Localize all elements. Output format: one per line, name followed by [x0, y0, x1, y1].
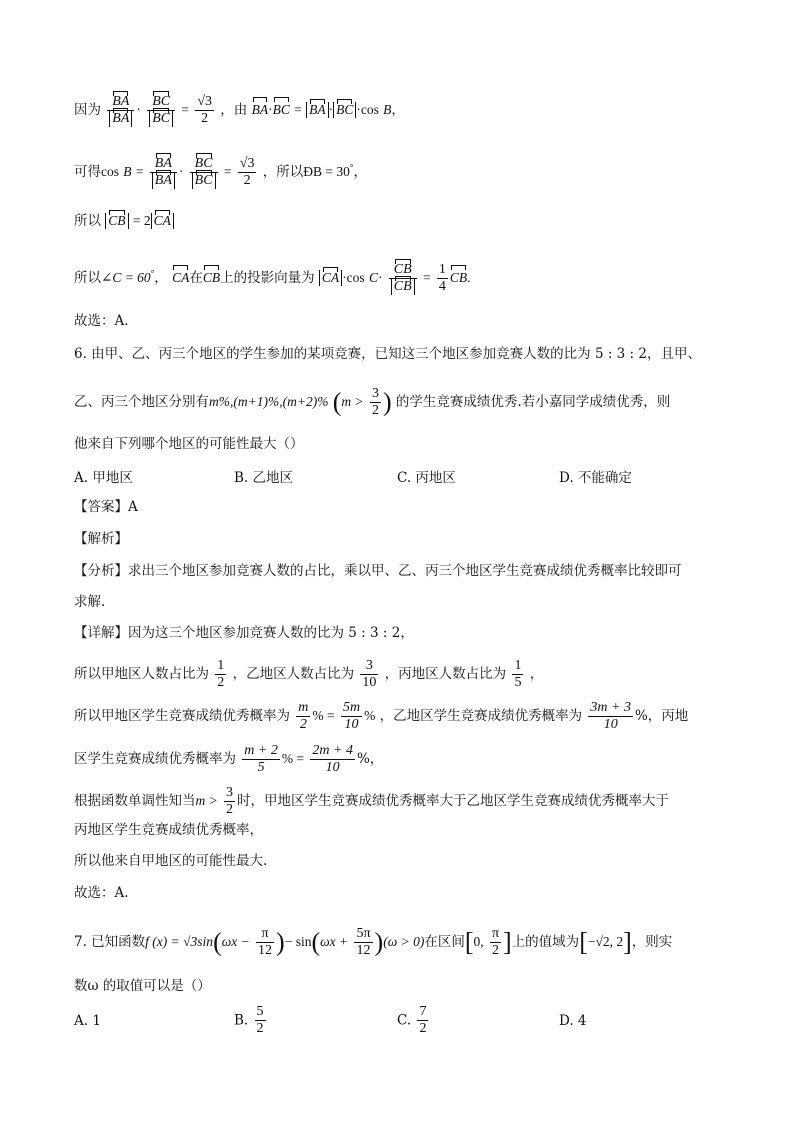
option-c[interactable]: [397, 1004, 430, 1037]
vector: CB: [203, 268, 220, 288]
sol5-line3: [74, 211, 174, 231]
fraction: [310, 743, 355, 776]
angle: C = 60: [112, 270, 151, 285]
cos-text: ·cos: [356, 102, 379, 117]
cos-text: cos: [101, 164, 119, 179]
option-b[interactable]: [234, 1004, 268, 1037]
numerator: 5: [256, 1004, 264, 1019]
denominator: 2: [243, 173, 251, 188]
fraction: [255, 1004, 266, 1037]
numerator: π: [491, 926, 500, 941]
equals: % =: [312, 708, 335, 723]
text: 根据函数单调性知当: [74, 793, 196, 809]
vector: BA: [154, 173, 172, 188]
fraction: [370, 386, 381, 419]
fraction: [224, 785, 235, 818]
vector: BA: [154, 156, 172, 171]
expression: m%,(m+1)%,(m+2)%: [209, 394, 329, 409]
fraction: [354, 926, 372, 959]
text: 乙、丙三个地区分别有: [74, 394, 209, 410]
argument: ωx −: [221, 934, 250, 949]
dot: ·: [378, 270, 383, 285]
numerator: m: [298, 700, 309, 715]
vector: CA: [321, 270, 340, 285]
vector: BA: [252, 100, 269, 120]
q6-detail-line7: 所以他来自甲地区的可能性最大.: [74, 853, 268, 869]
var: B: [383, 102, 392, 117]
fraction: [238, 156, 257, 189]
text: 上的投影向量为: [220, 270, 315, 286]
vector: BC: [194, 173, 213, 188]
text: ，: [353, 164, 367, 180]
vector: CB: [450, 268, 467, 288]
dot: ·: [178, 164, 184, 179]
q6-detail-line3: [74, 700, 688, 733]
q6-final-answer: 故选：A.: [74, 885, 129, 901]
numerator: √3: [239, 156, 255, 171]
denominator: 10: [362, 675, 377, 690]
text: 所以: [74, 213, 101, 229]
denominator: 2: [491, 943, 499, 958]
paren: ): [382, 387, 392, 417]
numerator: 1: [217, 658, 225, 673]
fraction: [360, 658, 378, 691]
text: %，丙地: [634, 708, 689, 724]
numerator: 2m + 4: [312, 743, 353, 758]
numerator: 3: [226, 785, 234, 800]
dot: ·: [328, 102, 334, 117]
degree: °: [150, 268, 155, 279]
numerator: 3: [360, 658, 378, 675]
vector: CB: [393, 262, 412, 277]
denominator: 2: [256, 1021, 264, 1036]
vector: CA: [153, 213, 171, 228]
text: 所以甲地区人数占比为: [74, 666, 209, 682]
fraction: [215, 658, 226, 691]
numerator: 3m + 3: [590, 700, 631, 715]
vector: BA: [112, 111, 130, 126]
dot: ·: [268, 102, 273, 117]
fraction: [147, 94, 175, 127]
equals: =: [223, 164, 232, 179]
vector: BC: [336, 102, 354, 117]
denominator: 12: [258, 943, 273, 958]
fraction: [195, 94, 214, 127]
denominator: 10: [325, 760, 340, 775]
denominator: 2: [217, 675, 225, 690]
text: ，由: [220, 102, 248, 118]
q6-stem-line2: [74, 386, 670, 419]
fraction: [242, 743, 280, 776]
q6-detail-line2: [74, 658, 543, 691]
angle: ÐB = 30: [303, 164, 350, 179]
option-d[interactable]: D. 4: [559, 1013, 587, 1029]
option-a[interactable]: A. 甲地区: [74, 470, 133, 486]
sol5-line1: 因为 $\frac{BA}{BA}$ · $\frac{BC}{BC}$ = $\frac{√3}{2}$ ，由 BA·BC = BA · BC ·cos B，: [74, 94, 405, 126]
paren: (: [332, 387, 342, 417]
vector: BC: [152, 94, 171, 109]
vector: BC: [194, 156, 213, 171]
function: f (x) = √3sin: [145, 934, 214, 949]
denominator: 10: [603, 717, 618, 732]
option-label: C.: [397, 1012, 412, 1029]
period: .: [467, 270, 471, 285]
bracket: [: [464, 927, 474, 957]
text: 在: [189, 270, 203, 286]
abs: [105, 213, 128, 229]
condition: (ω > 0): [383, 934, 425, 949]
fraction: [437, 262, 448, 295]
text: 区学生竞赛成绩优秀概率为: [74, 751, 236, 767]
denominator: 2: [419, 1021, 427, 1036]
denominator: 2: [371, 403, 379, 418]
numerator: 3: [371, 386, 379, 401]
fraction: [417, 1004, 428, 1037]
numerator: 7: [419, 1004, 427, 1019]
denominator: 10: [344, 717, 359, 732]
option-c[interactable]: C. 丙地区: [397, 470, 456, 486]
option-d[interactable]: D. 不能确定: [559, 470, 632, 486]
vector: CA: [172, 268, 189, 288]
text: ，则实: [631, 934, 673, 950]
fraction: [150, 156, 177, 189]
fraction: [190, 156, 218, 189]
sol5-line4: [74, 262, 471, 295]
denominator: 4: [438, 279, 446, 294]
fraction: [107, 94, 134, 127]
text: ，乙地区学生竞赛成绩优秀概率为: [379, 708, 583, 724]
text: ，: [529, 666, 544, 682]
operator: − sin: [284, 934, 312, 949]
numerator: √3: [197, 94, 212, 109]
fraction: [256, 926, 274, 959]
numerator: m + 2: [244, 743, 278, 758]
paren: ): [374, 927, 384, 957]
numerator: 5m: [342, 700, 361, 715]
denominator: 12: [356, 943, 371, 958]
q6-answer: 【答案】A: [74, 499, 138, 515]
degree: °: [349, 162, 354, 173]
text: ，乙地区人数占比为: [232, 666, 355, 682]
denominator: 2: [226, 802, 234, 817]
denominator: 5: [257, 760, 265, 775]
vector: BA: [112, 94, 130, 109]
cos-text: ·cos: [342, 270, 365, 285]
vector: BA: [309, 102, 326, 117]
abs: [319, 270, 342, 286]
text: 在区间: [424, 934, 465, 950]
fraction: [588, 700, 633, 733]
vector: BC: [273, 100, 290, 120]
text: 所以∠: [74, 270, 113, 286]
fraction: [389, 262, 417, 295]
equals: % =: [281, 751, 305, 766]
abs: [151, 213, 174, 229]
denominator: 5: [514, 675, 522, 690]
numerator: 5π: [356, 926, 371, 941]
text: ，丙地区人数占比为: [384, 666, 507, 682]
var: B: [123, 164, 132, 179]
text: 上的值域为: [511, 934, 580, 950]
fraction: [490, 926, 501, 959]
text: ，所以: [262, 164, 304, 180]
numerator: 1: [438, 262, 446, 277]
bracket: ]: [503, 927, 512, 957]
equals: =: [181, 102, 190, 117]
denominator: 2: [201, 111, 209, 126]
denominator: 2: [299, 717, 307, 732]
q6-fenxi-line1: 【分析】求出三个地区参加竞赛人数的占比，乘以甲、乙、丙三个地区学生竞赛成绩优秀概率比较即可: [74, 563, 682, 579]
q6-detail-line1: 【详解】因为这三个地区参加竞赛人数的比为 5 : 3 : 2，: [74, 625, 414, 641]
abs: [306, 102, 329, 118]
sol5-line2: [74, 156, 367, 189]
q6-stem-line3: 他来自下列哪个地区的可能性最大（）: [74, 436, 304, 452]
q6-detail-line5: [74, 785, 669, 818]
text: 时，甲地区学生竞赛成绩优秀概率大于乙地区学生竞赛成绩优秀概率大于: [237, 793, 670, 809]
dot: ·: [136, 102, 141, 117]
numerator: π: [256, 926, 274, 943]
percent: %: [364, 708, 376, 723]
paren: ): [276, 927, 285, 957]
bracket: ]: [623, 927, 632, 957]
option-b[interactable]: B. 乙地区: [234, 470, 294, 486]
sol5-answer: 故选：A.: [74, 313, 129, 329]
paren: (: [213, 927, 222, 957]
abs: [333, 102, 356, 118]
var: C: [368, 270, 378, 285]
q6-fenxi-line2: 求解.: [74, 594, 106, 610]
option-label: B.: [234, 1012, 249, 1029]
text: 可得: [74, 164, 101, 180]
q6-detail-line4: [74, 743, 383, 776]
text: %，: [356, 751, 384, 767]
equals: = 2: [132, 213, 151, 228]
equals: =: [422, 270, 431, 285]
numerator: 1: [514, 658, 522, 673]
interval-left: 0,: [473, 934, 484, 949]
fraction: [341, 700, 362, 733]
text: ，: [154, 270, 168, 286]
q6-detail-line6: 丙地区学生竞赛成绩优秀概率，: [74, 822, 263, 838]
vector: BC: [152, 111, 171, 126]
q6-stem-line1: 6. 由甲、乙、丙三个地区的学生参加的某项竞赛，已知这三个地区参加竞赛人数的比为 5 : 3 : 2，且甲、: [74, 346, 701, 362]
equals: =: [135, 164, 144, 179]
text: 所以甲地区学生竞赛成绩优秀概率为: [74, 708, 290, 724]
vector: CB: [108, 213, 126, 228]
text: 的学生竞赛成绩优秀.若小嘉同学成绩优秀，则: [395, 394, 671, 410]
paren: (: [311, 927, 321, 957]
fraction: [296, 700, 310, 733]
argument: ωx +: [320, 934, 349, 949]
q7-stem-line2: 数ω 的取值可以是（）: [74, 978, 211, 994]
q6-analysis-heading: 【解析】: [74, 531, 128, 547]
text: 因为: [74, 102, 101, 118]
condition: m >: [195, 793, 218, 808]
vector: CB: [393, 279, 412, 294]
option-a[interactable]: A. 1: [74, 1013, 101, 1029]
fraction: [512, 658, 523, 691]
condition: m >: [341, 394, 364, 409]
text: 7. 已知函数: [74, 934, 146, 950]
bracket: [: [579, 927, 588, 957]
range: −√2, 2: [587, 934, 624, 949]
q7-stem-line1: [74, 926, 672, 959]
equals: =: [294, 102, 302, 117]
